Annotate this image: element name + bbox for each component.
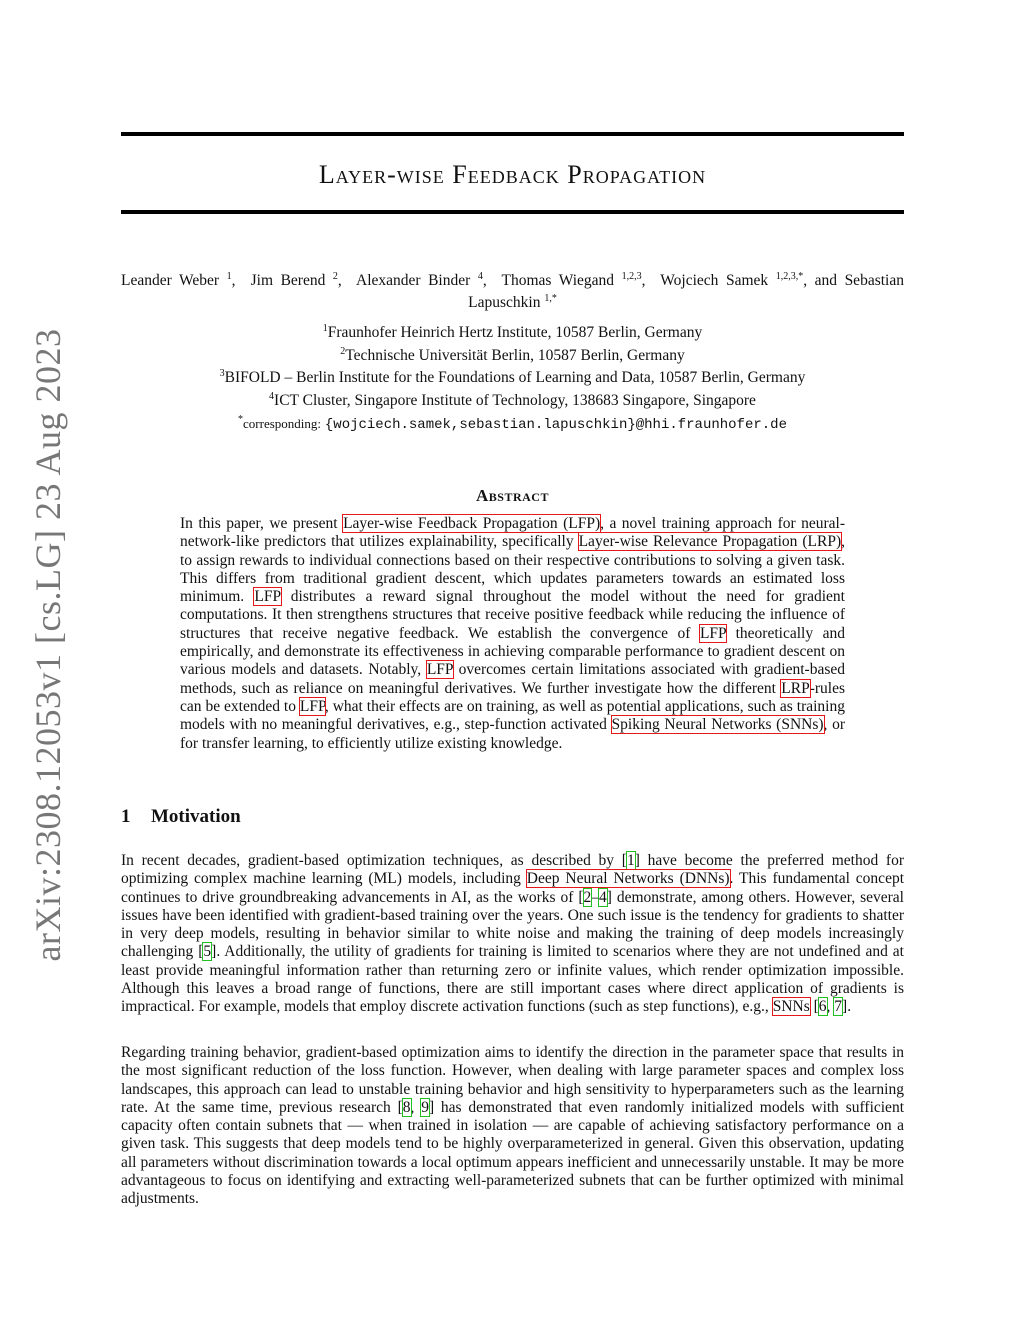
author-affil: 1,2,3 (621, 271, 642, 282)
citation-link[interactable]: 9 (421, 1098, 429, 1116)
affiliation-list (121, 320, 904, 434)
author-name: Jim Berend (250, 272, 326, 290)
citation-link[interactable]: 7 (834, 998, 843, 1016)
author-name: Leander Weber (121, 272, 220, 290)
title-rule-bottom (121, 210, 904, 214)
acronym-link-lfp[interactable]: LFP (426, 661, 453, 679)
acronym-link-lrp[interactable]: LRP (781, 679, 810, 697)
author-affil: 4 (477, 271, 483, 282)
section-number: 1 (121, 806, 131, 827)
author-name: Thomas Wiegand (501, 272, 615, 290)
acronym-link-snn[interactable]: SNNs (772, 998, 810, 1016)
author-affil: 1,2,3,* (775, 271, 804, 282)
section-title: Motivation (151, 806, 241, 827)
acronym-link-lfp[interactable]: LFP (299, 697, 325, 715)
author-affil: 1,* (544, 293, 557, 305)
section-heading (121, 806, 241, 828)
author-affil: 2 (332, 271, 338, 282)
body-paragraph: In recent decades, gradient-based optimization techniques, as described by [1] have become the preferred method for optimizing complex machine learning (ML) models, including Deep Neural Networks (DNNs). This fundamental concept continues to drive groundbreaking advancements in AI, as the works of [2–4] demonstrate, among others. However, several issues have been identified with gradient-based training over the years. One such issue is the tendency for gradients to shatter in very deep models, resulting in behavior similar to white noise and making the training of deep models increasingly challenging [5]. Additionally, the utility of gradients for training is limited to scenarios where they are not undefined and at least provide meaningful information rather than returning zero or infinite values, which render optimization impossible. Although this leaves a broad range of functions, there are still important cases where direct application of gradients is impractical. For example, models that employ discrete activation functions (such as step functions), e.g., SNNs [6, 7]. (121, 852, 905, 1016)
body-paragraph: Regarding training behavior, gradient-based optimization aims to identify the direction in the parameter space that results in the most significant reduction of the loss function. However, when dealing with large parameter spaces and complex loss landscapes, this approach can lead to unstable training behavior and high sensitivity to hyperparameters such as the learning rate. At the same time, previous research [8, 9] has demonstrated that even randomly initialized models with sufficient capacity often contain subnets that — when trained in isolation — are capable of achieving satisfactory performance on a given task. This suggests that deep models tend to be highly overparameterized in general. Given this observation, updating all parameters without discrimination towards a local optimum appears inefficient and unnecessarily unstable. It may be more advantageous to focus on identifying and extracting well-parameterized subnets that can be further optimized with minimal adjustments. (121, 1044, 904, 1208)
citation-link[interactable]: 4 (599, 888, 607, 906)
citation-link[interactable]: 5 (203, 943, 212, 961)
corresponding-email[interactable]: {wojciech.samek,sebastian.lapuschkin}@hhi.fraunhofer.de (324, 416, 787, 433)
author-name: Wojciech Samek (660, 272, 769, 290)
author-name: Alexander Binder (356, 272, 471, 290)
acronym-link-lfp[interactable]: Layer-wise Feedback Propagation (LFP) (343, 515, 601, 532)
acronym-link-snn[interactable]: Spiking Neural Networks (SNNs) (611, 716, 824, 734)
acronym-link-lrp[interactable]: Layer-wise Relevance Propagation (LRP) (578, 533, 842, 551)
abstract-heading: Abstract (476, 486, 549, 505)
acronym-link-lfp[interactable]: LFP (699, 624, 727, 642)
author-name: , and Sebastian Lapuschkin (468, 272, 904, 312)
acronym-link-lfp[interactable]: LFP (254, 588, 281, 606)
author-affil: 1 (226, 271, 232, 282)
affiliation: $^2$Technische Universität Berlin, 10587 Berlin, Germany (340, 345, 685, 364)
acronym-link-dnn[interactable]: Deep Neural Networks (DNNs) (526, 870, 730, 888)
author-list: Leander Weber $^1$, Jim Berend $^2$, Alexander Binder $^4$, Thomas Wiegand $^{1,2,3}$, Wojciech Samek $^{1,2,3,*}$, and Sebastian Lapuschkin $^{1,*}$ (121, 271, 904, 312)
citation-link[interactable]: 6 (818, 998, 827, 1016)
paper-title: Layer-wise Feedback Propagation (318, 160, 707, 189)
affiliation: $^4$ICT Cluster, Singapore Institute of Technology, 138683 Singapore, Singapore (269, 390, 756, 410)
corresponding-author-line: *corresponding: {wojciech.samek,sebastian.lapuschkin}@hhi.fraunhofer.de (238, 413, 787, 433)
affiliation: $^3$BIFOLD – Berlin Institute for the Foundations of Learning and Data, 10587 Berlin, Germany (219, 368, 806, 387)
title-rule-top (121, 132, 904, 136)
citation-link[interactable]: 2 (583, 888, 592, 906)
citation-link[interactable]: 8 (402, 1098, 411, 1116)
citation-link[interactable]: 1 (626, 852, 635, 869)
abstract-text: In this paper, we present Layer-wise Feedback Propagation (LFP), a novel training approach for neural-network-like predictors that utilizes explainability, specifically Layer-wise Relevance Propagation (LRP), to assign rewards to individual connections based on their respective contributions to solving a given task. This differs from traditional gradient descent, which updates parameters towards an estimated loss minimum. LFP distributes a reward signal throughout the model without the need for gradient computations. It then strengthens structures that receive positive feedback while reducing the influence of structures that receive negative feedback. We establish the convergence of LFP theoretically and empirically, and demonstrate its effectiveness in achieving comparable performance to gradient descent on various models and datasets. Notably, LFP overcomes certain limitations associated with gradient-based methods, such as reliance on meaningful derivatives. We further investigate how the different LRP-rules can be extended to LFP, what their effects are on training, as well as potential applications, such as training models with no meaningful derivatives, e.g., step-function activated Spiking Neural Networks (SNNs), or for transfer learning, to efficiently utilize existing knowledge. (180, 515, 845, 752)
affiliation: $^1$Fraunhofer Heinrich Hertz Institute, 10587 Berlin, Germany (322, 323, 703, 342)
arxiv-identifier-sidebar: arXiv:2308.12053v1 [cs.LG] 23 Aug 2023 (28, 328, 68, 962)
